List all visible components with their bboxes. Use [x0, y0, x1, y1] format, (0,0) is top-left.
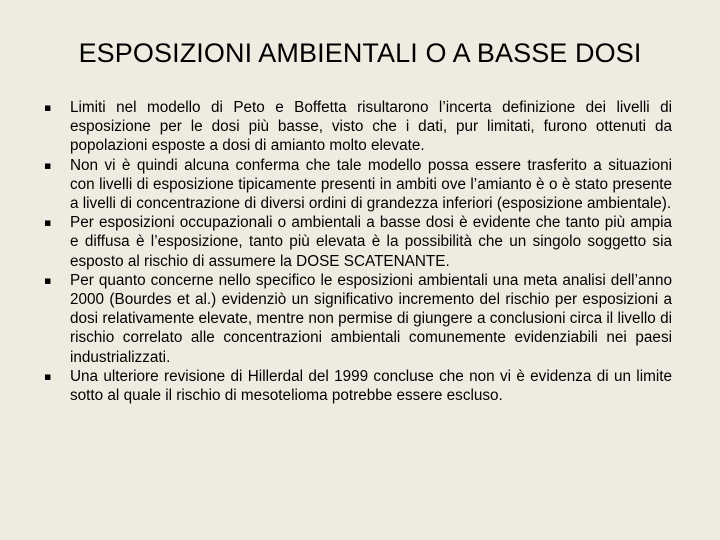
bullet-item: [44, 367, 672, 405]
bullet-text: Per quanto concerne nello specifico le esposizioni ambientali una meta analisi dell’anno 2000 (Bourdes et al.) evidenziò un significativo incremento del rischio per esposizioni a dosi relativamente elevate, mentre non permise di giungere a conclusioni circa il livello di rischio correlato alle concentrazioni ambientali comunemente evidenziabili nei paesi industrializzati.: [70, 271, 672, 366]
bullet-text: Per esposizioni occupazionali o ambientali a basse dosi è evidente che tanto più ampia e diffusa è l’esposizione, tanto più elevata è la possibilità che un singolo soggetto sia esposto al rischio di assumere la DOSE SCATENANTE.: [70, 214, 672, 270]
square-bullet-icon: ▪: [44, 216, 52, 230]
square-bullet-icon: ▪: [44, 158, 52, 172]
square-bullet-icon: ▪: [44, 101, 52, 114]
bullet-text: Limiti nel modello di Peto e Boffetta risultarono l’incerta definizione dei livelli di esposizione per le dosi più basse, visto che i dati, pur limitati, furono ottenuti da popolazioni esposte a dosi di amianto molto elevate.: [70, 99, 672, 155]
bullet-item: [44, 98, 672, 156]
bullet-item: [44, 156, 672, 214]
bullet-text: Una ulteriore revisione di Hillerdal del 1999 concluse che non vi è evidenza di un limite sotto al quale il rischio di mesotelioma potrebbe essere escluso.: [70, 367, 672, 405]
bullet-item: [44, 271, 672, 367]
bullet-item: [44, 213, 672, 271]
bullet-list: [44, 98, 672, 405]
bullet-text: Non vi è quindi alcuna conferma che tale modello possa essere trasferito a situazioni con livelli di esposizione tipicamente presenti in ambiti ove l’amianto è o è stato presente a livelli di concentrazione di diversi ordini di grandezza inferiori (esposizione ambientale).: [70, 156, 672, 213]
square-bullet-icon: ▪: [44, 369, 52, 383]
slide-title: ESPOSIZIONI AMBIENTALI O A BASSE DOSI: [78, 38, 642, 68]
square-bullet-icon: ▪: [44, 273, 52, 287]
